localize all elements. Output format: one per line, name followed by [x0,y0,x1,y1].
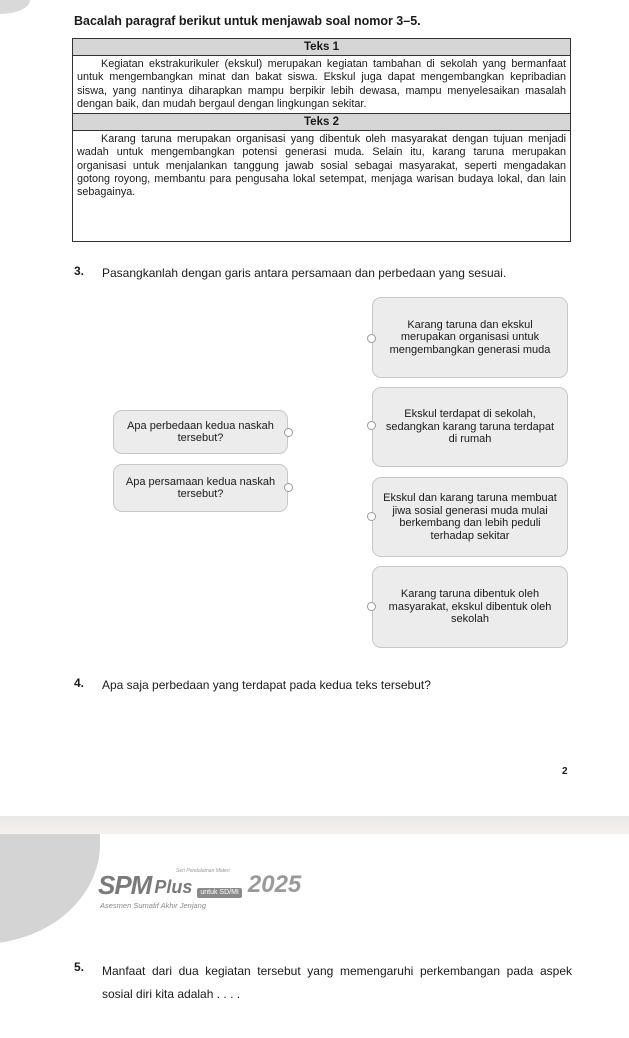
connector-dot-left-2[interactable] [284,483,293,492]
instruction: Bacalah paragraf berikut untuk menjawab soal nomor 3–5. [74,14,421,28]
text2-body: Karang taruna merupakan organisasi yang dibentuk oleh masyarakat dengan tujuan menjadi wadah untuk mengembangkan potensi generasi muda. Selain itu, karang taruna merupakan organisasi untuk menjalankan tanggung jawab sosial sebagai masyarakat, seperti mengadakan gotong royong, membantu para pengusaha lokal setempat, menjaga warisan budaya lokal, dan lain sebagainya. [77,133,566,199]
connector-dot-right-4[interactable] [367,602,376,611]
connector-dot-right-1[interactable] [367,334,376,343]
right-card-3[interactable]: Ekskul dan karang taruna membuat jiwa sosial generasi muda mulai berkembang dan lebih peduli terhadap sekitar [372,477,568,557]
page-break [0,816,629,834]
logo-subtitle: Asesmen Sumatif Akhir Jenjang [100,901,207,910]
question-5-number: 5. [74,960,85,974]
corner-decoration [0,0,30,14]
question-4-number: 4. [74,676,85,690]
logo-year: 2025 [247,871,302,898]
connector-dot-right-3[interactable] [367,512,376,521]
right-card-4[interactable]: Karang taruna dibentuk oleh masyarakat, ekskul dibentuk oleh sekolah [372,566,568,648]
page-decoration [0,834,100,944]
spm-plus-logo [98,872,301,898]
left-card-difference[interactable]: Apa perbedaan kedua naskah tersebut? [113,410,288,454]
right-card-1[interactable]: Karang taruna dan ekskul merupakan organisasi untuk mengembangkan generasi muda [372,297,568,378]
question-3-text: Pasangkanlah dengan garis antara persamaan dan perbedaan yang sesuai. [102,266,507,280]
question-5 [74,960,572,1006]
logo-tag: untuk SD/MI [197,888,242,898]
page-number: 2 [562,766,568,777]
logo-spm: SPM [98,870,152,900]
logo-plus: Plus [154,877,193,897]
right-card-2[interactable]: Ekskul terdapat di sekolah, sedangkan karang taruna terdapat di rumah [372,387,568,467]
question-3-number: 3. [74,264,85,278]
question-4 [74,676,572,694]
connector-dot-right-2[interactable] [367,421,376,430]
text1-title: Teks 1 [73,39,570,56]
text2-title: Teks 2 [73,113,570,131]
reading-box [72,38,571,242]
question-3 [74,264,572,282]
text1-body: Kegiatan ekstrakurikuler (ekskul) merupakan kegiatan tambahan di sekolah yang bermanfaat untuk mengembangkan minat dan bakat siswa. Ekskul juga dapat mengembangkan kepribadian siswa, yang nantinya diharapkan mampu berpikir lebih dewasa, mampu menyelesaikan masalah dengan baik, dan mudah bergaul dengan lingkungan sekitar. [77,58,566,110]
left-card-similarity[interactable]: Apa persamaan kedua naskah tersebut? [113,464,288,512]
question-5-text: Manfaat dari dua kegiatan tersebut yang memengaruhi perkembangan pada aspek sosial diri kita adalah . . . . [102,964,572,1001]
logo-tiny-text: Seri Pendalaman Materi [176,868,230,874]
connector-dot-left-1[interactable] [284,428,293,437]
question-4-text: Apa saja perbedaan yang terdapat pada kedua teks tersebut? [102,678,431,692]
